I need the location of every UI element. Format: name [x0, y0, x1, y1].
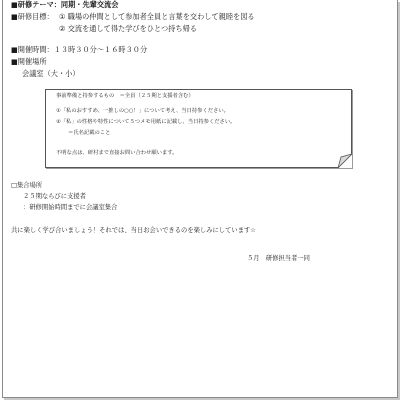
aim-label: ■研修目標： — [11, 12, 54, 21]
meeting-label: □集合場所 — [11, 182, 43, 189]
document-page — [2, 0, 398, 398]
notice-title: 事前準備と持参するもの ＝全員（２５期と支援者含む） — [56, 93, 194, 99]
notice-contact: 不明な点は、研村まで直接お問い合わせ願います。 — [56, 150, 178, 156]
page-curl-icon — [338, 154, 352, 168]
time-line: ■開催時間：１３時３０分～１６時３０分 — [11, 45, 148, 54]
closing-message: 共に楽しく学び合いましょう！それでは、当日お会いできるのを楽しみにしています☆ — [11, 227, 256, 234]
notice-item-2: ②「私」の性格や特性について５つメモ用紙に記載し、当日持参ください。 — [56, 119, 236, 125]
aim-item-1: ① 職場の仲間として参加者全員と言葉を交わして親睦を図る — [59, 12, 255, 21]
place-label: ■開催場所 — [11, 57, 47, 66]
meeting-where: ：研修開始時間までに会議室集合 — [23, 204, 118, 211]
preparation-notice-box — [45, 89, 352, 168]
aim-item-2: ② 交流を通して得た学びをひとつ持ち帰る — [59, 24, 197, 33]
place-value: 会議室（大・小） — [22, 69, 80, 78]
notice-item-2-note: ＝氏名記載のこと — [68, 130, 111, 136]
notice-item-1: ①「私のおすすめ、一推しの○○！」について考え、当日持参ください。 — [56, 108, 229, 114]
signature: ５月 研修担当者一同 — [247, 255, 310, 262]
theme-line: ■研修テーマ：同期・先輩交流会 — [11, 0, 119, 9]
meeting-who: ２５期ならびに支援者 — [23, 193, 86, 200]
